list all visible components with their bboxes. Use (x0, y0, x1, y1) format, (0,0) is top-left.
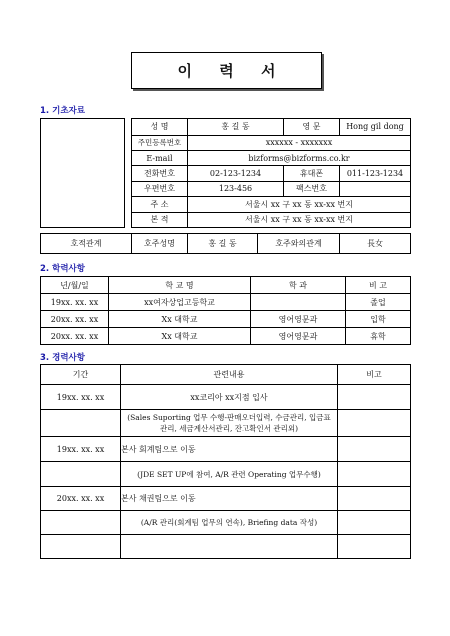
table-row (41, 328, 411, 345)
edu-date[interactable]: 20xx. xx. xx (41, 328, 109, 345)
mobile-value[interactable]: 011-123-1234 (340, 166, 411, 181)
edu-header-school: 학 교 명 (109, 277, 251, 294)
edu-note[interactable]: 입학 (346, 311, 411, 328)
table-row (41, 311, 411, 328)
document-title: 이 력 서 (131, 52, 322, 89)
career-note[interactable] (338, 511, 411, 535)
section-basic-heading: 1. 기초자료 (40, 106, 85, 116)
edu-school[interactable]: xx여자상업고등학교 (109, 294, 251, 311)
career-content[interactable]: xx코리아 xx지점 입사 (121, 385, 338, 410)
mobile-label: 휴대폰 (284, 166, 340, 181)
edu-note[interactable]: 졸업 (346, 294, 411, 311)
fax-label: 팩스번호 (284, 181, 340, 196)
address-label: 주 소 (132, 197, 188, 212)
table-row (41, 410, 411, 437)
table-row (41, 535, 411, 559)
education-table (40, 276, 411, 345)
edu-date[interactable]: 20xx. xx. xx (41, 311, 109, 328)
section-education-heading: 2. 학력사항 (40, 264, 85, 274)
career-period[interactable] (41, 462, 121, 487)
career-content[interactable]: 본사 회계팀으로 이동 (121, 437, 338, 462)
education-header-row (41, 277, 411, 294)
email-label: E-mail (132, 150, 188, 165)
edu-note[interactable]: 휴학 (346, 328, 411, 345)
phone-value[interactable]: 02-123-1234 (188, 166, 284, 181)
head-value[interactable]: 홍 길 동 (188, 234, 258, 254)
edu-school[interactable]: Xx 대학교 (109, 311, 251, 328)
zip-value[interactable]: 123-456 (188, 181, 284, 196)
career-header-note: 비고 (338, 365, 411, 385)
edu-major[interactable] (251, 294, 346, 311)
career-period[interactable] (41, 511, 121, 535)
photo-box[interactable] (40, 118, 125, 228)
career-content[interactable] (121, 535, 338, 559)
family-relation-table (40, 233, 411, 254)
table-row (41, 385, 411, 410)
section-career-heading: 3. 경력사항 (40, 353, 85, 363)
address-value[interactable]: 서울시 xx 구 xx 동 xx-xx 번지 (188, 197, 411, 212)
career-note[interactable] (338, 410, 411, 437)
origin-label: 본 적 (132, 212, 188, 227)
table-row (41, 437, 411, 462)
name-value[interactable]: 홍 길 동 (188, 119, 284, 136)
table-row (41, 294, 411, 311)
relation-label: 호주와의관계 (258, 234, 340, 254)
career-period[interactable]: 19xx. xx. xx (41, 385, 121, 410)
edu-header-date: 년/월/일 (41, 277, 109, 294)
career-note[interactable] (338, 437, 411, 462)
rrn-label: 주민등록번호 (132, 135, 188, 150)
eng-value[interactable]: Hong gil dong (340, 119, 411, 136)
career-note[interactable] (338, 535, 411, 559)
phone-label: 전화번호 (132, 166, 188, 181)
career-period[interactable] (41, 535, 121, 559)
family-label: 호적관계 (41, 234, 132, 254)
career-note[interactable] (338, 487, 411, 511)
name-label: 성 명 (132, 119, 188, 136)
edu-date[interactable]: 19xx. xx. xx (41, 294, 109, 311)
zip-label: 우편번호 (132, 181, 188, 196)
edu-header-note: 비 고 (346, 277, 411, 294)
career-note[interactable] (338, 462, 411, 487)
career-period[interactable]: 20xx. xx. xx (41, 487, 121, 511)
fax-value[interactable] (340, 181, 411, 196)
career-content[interactable]: (Sales Suporting 업무 수행-판매오더입력, 수금관리, 입금표관리, 세금계산서관리, 잔고확인서 관리외) (121, 410, 338, 437)
edu-school[interactable]: Xx 대학교 (109, 328, 251, 345)
basic-info-table (131, 118, 411, 228)
email-value[interactable]: bizforms@bizforms.co.kr (188, 150, 411, 165)
career-note[interactable] (338, 385, 411, 410)
table-row (41, 462, 411, 487)
eng-label: 영 문 (284, 119, 340, 136)
career-period[interactable]: 19xx. xx. xx (41, 437, 121, 462)
career-content[interactable]: (A/R 관리(회계팀 업무의 연속), Briefing data 작성) (121, 511, 338, 535)
edu-major[interactable]: 영어영문과 (251, 311, 346, 328)
table-row (41, 511, 411, 535)
career-period[interactable] (41, 410, 121, 437)
edu-major[interactable]: 영어영문과 (251, 328, 346, 345)
table-row (41, 487, 411, 511)
origin-value[interactable]: 서울시 xx 구 xx 동 xx-xx 번지 (188, 212, 411, 227)
relation-value[interactable]: 長女 (340, 234, 411, 254)
career-content[interactable]: (JDE SET UP에 참여, A/R 관련 Operating 업무수행) (121, 462, 338, 487)
edu-header-major: 학 과 (251, 277, 346, 294)
head-label: 호주성명 (132, 234, 188, 254)
career-header-period: 기간 (41, 365, 121, 385)
career-header-row (41, 365, 411, 385)
career-content[interactable]: 본사 채권팀으로 이동 (121, 487, 338, 511)
career-header-content: 관련내용 (121, 365, 338, 385)
career-table (40, 364, 411, 559)
rrn-value[interactable]: xxxxxx - xxxxxxx (188, 135, 411, 150)
